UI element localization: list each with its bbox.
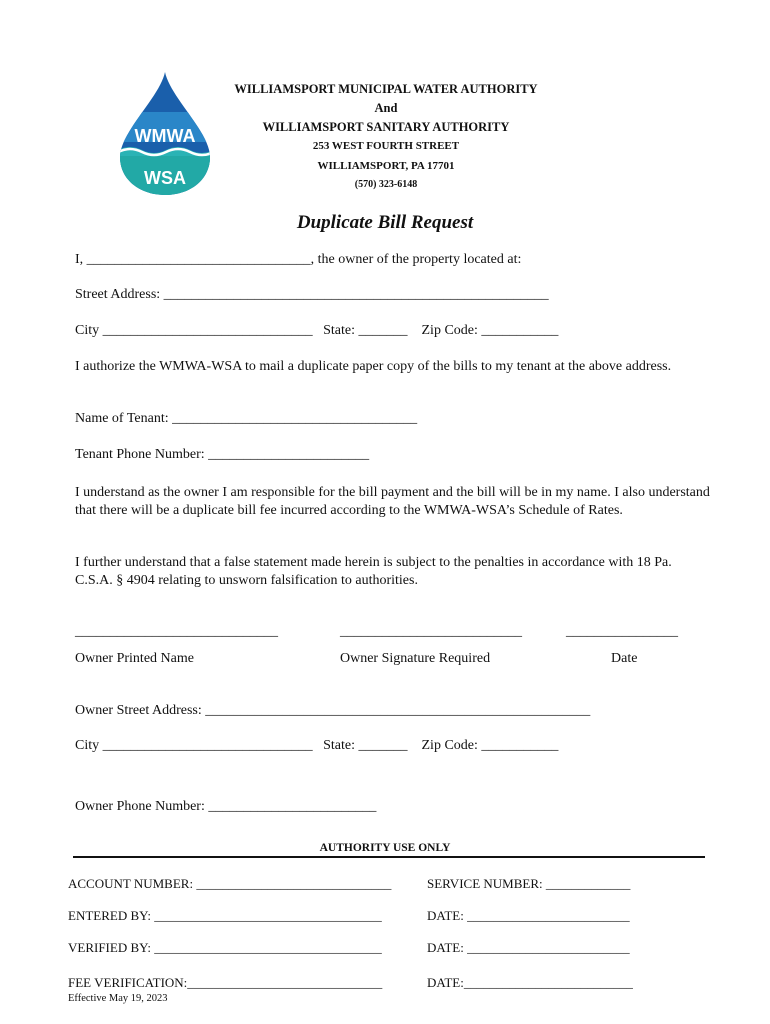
service-number-field[interactable]: SERVICE NUMBER: _____________ xyxy=(427,876,631,891)
owner-street-address-field[interactable]: Owner Street Address: _______________________________________________________ xyxy=(75,703,591,718)
org-city: WILLIAMSPORT, PA 17701 xyxy=(317,160,455,172)
authorize-paragraph: I authorize the WMWA-WSA to mail a duplicate paper copy of the bills to my tenant at the above address. xyxy=(75,359,672,374)
verified-date-field[interactable]: DATE: _________________________ xyxy=(427,940,630,955)
owner-phone-field[interactable]: Owner Phone Number: ________________________ xyxy=(75,799,377,814)
owner-printed-name-label: Owner Printed Name xyxy=(75,651,194,666)
owner-signature-label: Owner Signature Required xyxy=(340,651,491,666)
org-phone: (570) 323-6148 xyxy=(354,179,418,190)
owner-declaration-line[interactable]: I, ________________________________, the owner of the property located at: xyxy=(75,252,522,267)
fee-verification-field[interactable]: FEE VERIFICATION:______________________________ xyxy=(68,975,383,990)
org-name-water: WILLIAMSPORT MUNICIPAL WATER AUTHORITY xyxy=(234,82,538,96)
date-label: Date xyxy=(611,651,638,666)
tenant-phone-field[interactable]: Tenant Phone Number: _______________________ xyxy=(75,447,370,462)
verified-by-field[interactable]: VERIFIED BY: ___________________________________ xyxy=(68,940,382,955)
effective-date-footer: Effective May 19, 2023 xyxy=(68,993,168,1004)
org-street: 253 WEST FOURTH STREET xyxy=(312,140,460,152)
signature-line[interactable]: __________________________ xyxy=(340,624,522,639)
authority-divider xyxy=(73,856,705,858)
city-state-zip-field[interactable]: City ______________________________ State: _______ Zip Code: ___________ xyxy=(75,323,559,338)
entered-date-field[interactable]: DATE: _________________________ xyxy=(427,908,630,923)
org-name-sanitary: WILLIAMSPORT SANITARY AUTHORITY xyxy=(262,120,510,134)
logo-text-top: WMWA xyxy=(134,126,196,146)
tenant-name-field[interactable]: Name of Tenant: ___________________________________ xyxy=(75,411,418,426)
falsification-paragraph: I further understand that a false statement made herein is subject to the penalties in accordance with 18 Pa. C.S.A. § 4904 relating to unsworn falsification to authorities. xyxy=(75,555,672,588)
fee-date-field[interactable]: DATE:__________________________ xyxy=(427,975,633,990)
org-and: And xyxy=(374,101,398,115)
entered-by-field[interactable]: ENTERED BY: ___________________________________ xyxy=(68,908,382,923)
date-line[interactable]: ________________ xyxy=(566,624,678,639)
printed-name-line[interactable]: _____________________________ xyxy=(75,624,278,639)
logo-text-bottom: WSA xyxy=(144,168,186,188)
owner-city-state-zip-field[interactable]: City ______________________________ State: _______ Zip Code: ___________ xyxy=(75,738,559,753)
responsibility-paragraph: I understand as the owner I am responsible for the bill payment and the bill will be in my name. I also understand that there will be a duplicate bill fee incurred according to the WMWA-WSA’s Schedule of Rates. xyxy=(75,485,710,518)
street-address-field[interactable]: Street Address: _______________________________________________________ xyxy=(75,287,549,302)
authority-use-heading: AUTHORITY USE ONLY xyxy=(319,842,451,854)
page-title: Duplicate Bill Request xyxy=(296,212,474,233)
account-number-field[interactable]: ACCOUNT NUMBER: ______________________________ xyxy=(68,876,392,891)
